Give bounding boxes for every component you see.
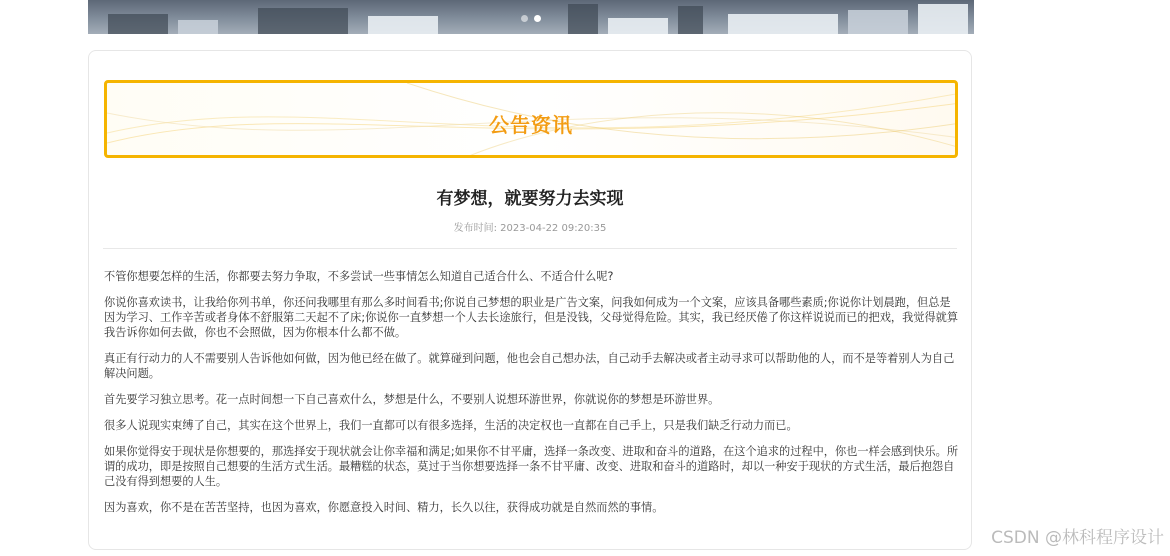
article-paragraph: 如果你觉得安于现状是你想要的，那选择安于现状就会让你幸福和满足;如果你不甘平庸，选择一条改变、进取和奋斗的道路，在这个追求的过程中，你也一样会感到快乐。所谓的成功，即是按照自己想要的生活方式生活。最糟糕的状态，莫过于当你想要选择一条不甘平庸、改变、进取和奋斗的道路时，却以一种安于现状的方式生活，最后抱怨自己没有得到想要的人生。 [104, 445, 959, 488]
article-paragraph: 真正有行动力的人不需要别人告诉他如何做，因为他已经在做了。就算碰到问题，他也会自己想办法，自己动手去解决或者主动寻求可以帮助他的人，而不是等着别人为自己解决问题。 [104, 352, 955, 380]
carousel-dot[interactable] [521, 15, 528, 22]
publish-label: 发布时间: [453, 223, 497, 234]
carousel-dot-active[interactable] [534, 15, 541, 22]
notice-header-banner [104, 80, 958, 158]
article-paragraph: 不管你想要怎样的生活，你都要去努力争取，不多尝试一些事情怎么知道自己适合什么、不适合什么呢? [104, 270, 614, 283]
article-paragraph: 首先要学习独立思考。花一点时间想一下自己喜欢什么，梦想是什么，不要别人说想环游世界，你就说你的梦想是环游世界。 [104, 393, 720, 406]
article-title: 有梦想，就要努力去实现 [436, 189, 624, 209]
article-paragraph: 因为喜欢，你不是在苦苦坚持，也因为喜欢，你愿意投入时间、精力，长久以往，获得成功就是自然而然的事情。 [104, 501, 664, 514]
article-content [104, 269, 960, 526]
carousel-banner[interactable] [88, 0, 974, 34]
publish-time [89, 219, 971, 234]
divider [103, 248, 957, 249]
notice-card [88, 50, 972, 550]
city-skyline [108, 14, 168, 34]
watermark: CSDN @林科程序设计 [991, 528, 1164, 548]
article-paragraph: 很多人说现实束缚了自己，其实在这个世界上，我们一直都可以有很多选择，生活的决定权也一直都在自己手上，只是我们缺乏行动力而已。 [104, 419, 798, 432]
article-paragraph: 你说你喜欢读书，让我给你列书单，你还问我哪里有那么多时间看书;你说自己梦想的职业是广告文案，问我如何成为一个文案，应该具备哪些素质;你说你计划晨跑，但总是因为学习、工作辛苦或者身体不舒服第二天起不了床;你说你一直梦想一个人去长途旅行，但是没钱，父母觉得危险。其实，我已经厌倦了你这样说说而已的把戏，我觉得就算我告诉你如何去做，你也不会照做，因为你根本什么都不做。 [104, 296, 959, 339]
notice-heading: 公告资讯 [489, 113, 573, 137]
carousel-indicators [521, 15, 541, 22]
publish-value: 2023-04-22 09:20:35 [500, 223, 607, 234]
